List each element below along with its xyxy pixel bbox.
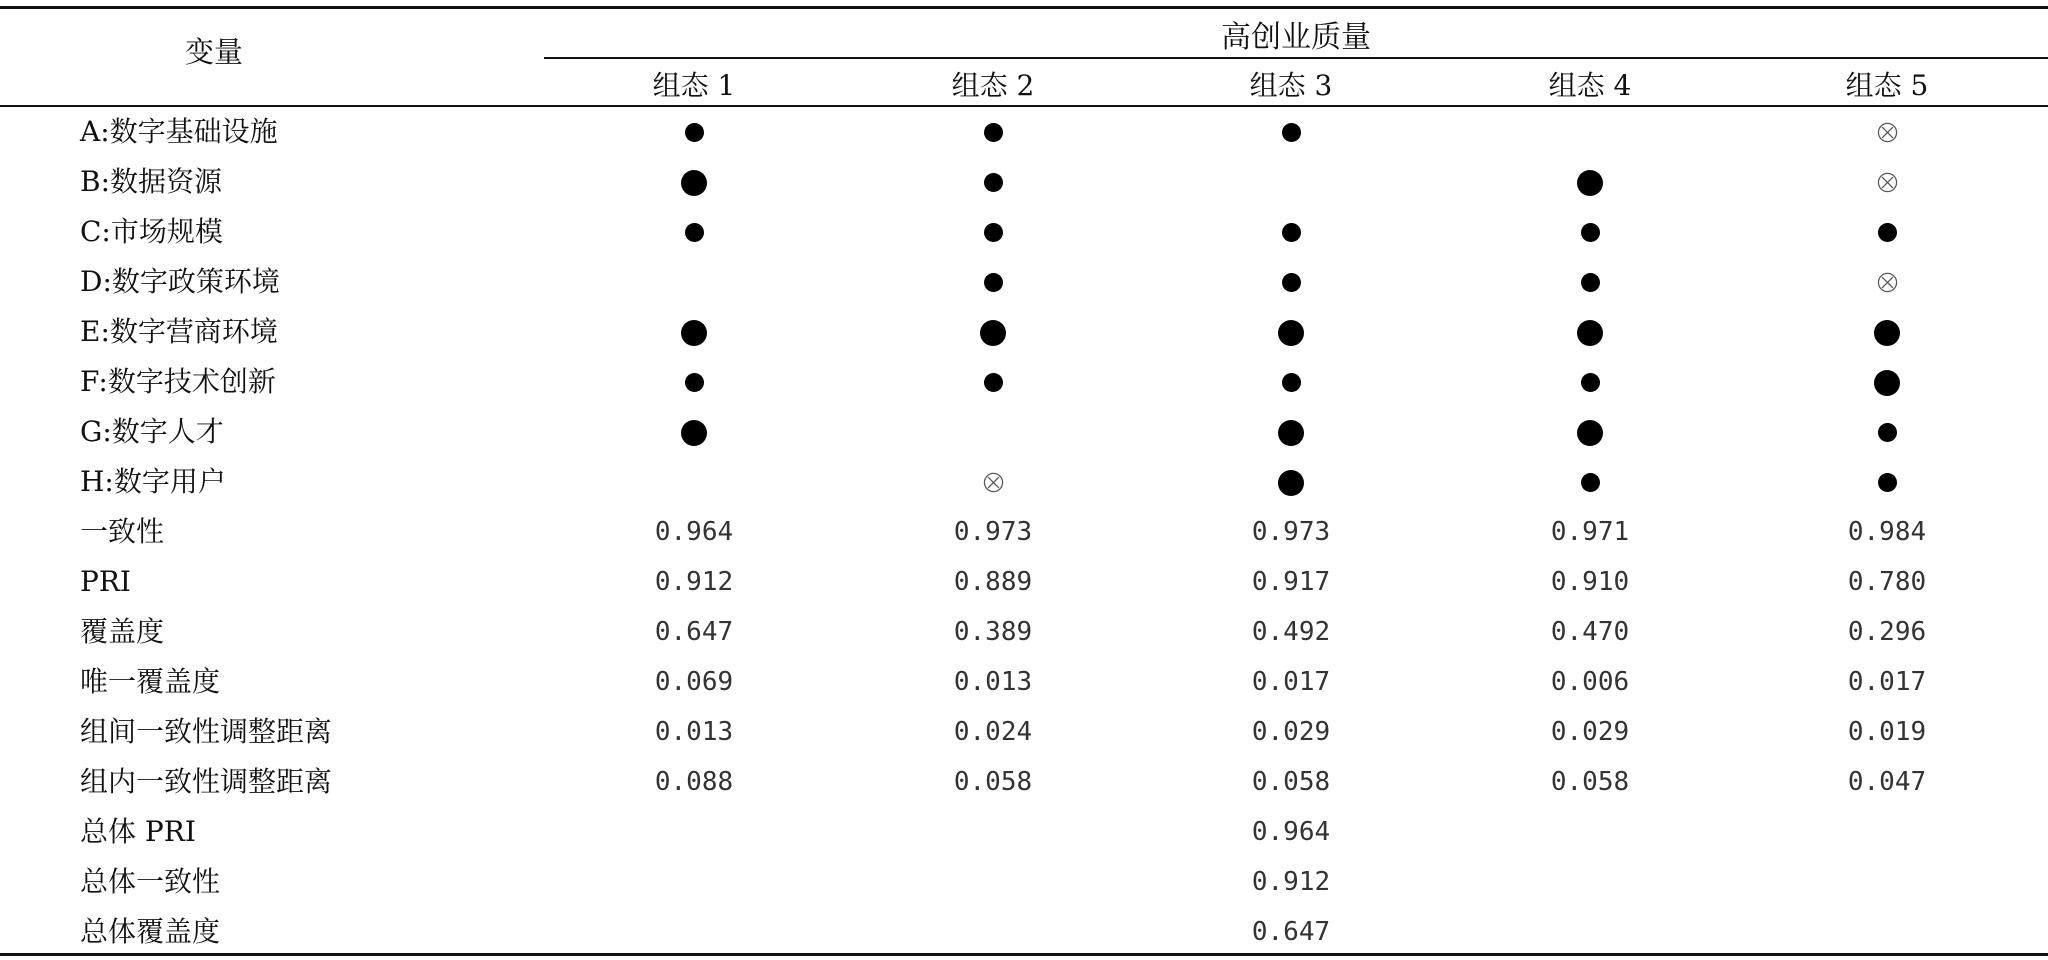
- core-present-icon: [1874, 370, 1900, 396]
- metric-value: 0.013: [953, 667, 1033, 697]
- condition-cell: [594, 308, 794, 356]
- metric-value: 0.780: [1847, 567, 1927, 597]
- core-present-icon: [1278, 470, 1304, 496]
- metric-value: 0.964: [654, 517, 734, 547]
- condition-cell: [1787, 408, 1987, 456]
- condition-cell: [1787, 108, 1987, 156]
- condition-label: A:数字基础设施: [80, 115, 278, 148]
- condition-cell: [1490, 458, 1690, 506]
- condition-cell: [594, 358, 794, 406]
- metric-value: 0.470: [1550, 617, 1630, 647]
- condition-cell: [1191, 108, 1391, 156]
- peripheral-present-icon: [984, 123, 1003, 142]
- absent-icon: [983, 472, 1004, 491]
- condition-cell: [1191, 258, 1391, 306]
- metric-value: 0.006: [1550, 667, 1630, 697]
- metric-value: 0.910: [1550, 567, 1630, 597]
- peripheral-present-icon: [1282, 373, 1301, 392]
- condition-cell: [1490, 358, 1690, 406]
- condition-label: D:数字政策环境: [80, 265, 280, 298]
- column-header: 组态 4: [1548, 69, 1632, 102]
- column-header: 组态 3: [1249, 69, 1333, 102]
- peripheral-present-icon: [1581, 223, 1600, 242]
- condition-cell: [893, 458, 1093, 506]
- condition-cell: [594, 208, 794, 256]
- peripheral-present-icon: [1282, 273, 1301, 292]
- peripheral-present-icon: [1282, 223, 1301, 242]
- condition-cell: [1787, 208, 1987, 256]
- overall-value: 0.912: [1251, 867, 1331, 897]
- condition-cell: [1490, 208, 1690, 256]
- condition-cell: [1191, 208, 1391, 256]
- peripheral-present-icon: [1878, 473, 1897, 492]
- peripheral-present-icon: [685, 223, 704, 242]
- column-header: 组态 1: [652, 69, 736, 102]
- condition-cell: [1787, 358, 1987, 406]
- metric-label: 覆盖度: [80, 615, 165, 648]
- condition-cell: [893, 158, 1093, 206]
- core-present-icon: [1577, 170, 1603, 196]
- overall-label: 总体 PRI: [80, 815, 196, 848]
- condition-cell: [1191, 408, 1391, 456]
- condition-label: E:数字营商环境: [80, 315, 278, 348]
- condition-cell: [1787, 258, 1987, 306]
- variable-header: 变量: [184, 35, 243, 69]
- metric-value: 0.973: [953, 517, 1033, 547]
- condition-cell: [1787, 458, 1987, 506]
- core-present-icon: [1577, 420, 1603, 446]
- absent-icon: [1877, 172, 1898, 191]
- condition-cell: [1490, 308, 1690, 356]
- condition-cell: [594, 108, 794, 156]
- condition-cell: [1191, 458, 1391, 506]
- metric-value: 0.917: [1251, 567, 1331, 597]
- metric-value: 0.019: [1847, 717, 1927, 747]
- metric-value: 0.492: [1251, 617, 1331, 647]
- peripheral-present-icon: [1878, 423, 1897, 442]
- condition-label: B:数据资源: [80, 165, 223, 198]
- metric-value: 0.984: [1847, 517, 1927, 547]
- condition-cell: [594, 408, 794, 456]
- metric-value: 0.029: [1251, 717, 1331, 747]
- metric-value: 0.024: [953, 717, 1033, 747]
- metric-value: 0.973: [1251, 517, 1331, 547]
- metric-value: 0.912: [654, 567, 734, 597]
- peripheral-present-icon: [984, 273, 1003, 292]
- condition-cell: [893, 308, 1093, 356]
- peripheral-present-icon: [685, 373, 704, 392]
- header-rule: [0, 105, 2048, 107]
- core-present-icon: [980, 320, 1006, 346]
- condition-cell: [1490, 158, 1690, 206]
- peripheral-present-icon: [984, 373, 1003, 392]
- metric-value: 0.971: [1550, 517, 1630, 547]
- group-underline: [544, 57, 2048, 59]
- condition-cell: [893, 208, 1093, 256]
- overall-value: 0.647: [1251, 917, 1331, 947]
- absent-icon: [1877, 122, 1898, 141]
- core-present-icon: [1278, 320, 1304, 346]
- core-present-icon: [681, 170, 707, 196]
- group-header: 高创业质量: [1221, 20, 1371, 55]
- metric-label: 一致性: [80, 515, 165, 548]
- metric-label: 唯一覆盖度: [80, 665, 221, 698]
- condition-cell: [1191, 358, 1391, 406]
- peripheral-present-icon: [1282, 123, 1301, 142]
- peripheral-present-icon: [1581, 373, 1600, 392]
- condition-cell: [1191, 308, 1391, 356]
- metric-value: 0.647: [654, 617, 734, 647]
- core-present-icon: [681, 420, 707, 446]
- condition-cell: [1787, 158, 1987, 206]
- bottom-rule: [0, 953, 2048, 956]
- absent-icon: [1877, 272, 1898, 291]
- metric-value: 0.058: [953, 767, 1033, 797]
- metric-value: 0.029: [1550, 717, 1630, 747]
- metric-value: 0.088: [654, 767, 734, 797]
- metric-value: 0.296: [1847, 617, 1927, 647]
- condition-cell: [893, 108, 1093, 156]
- peripheral-present-icon: [1581, 273, 1600, 292]
- peripheral-present-icon: [984, 223, 1003, 242]
- metric-value: 0.069: [654, 667, 734, 697]
- metric-value: 0.389: [953, 617, 1033, 647]
- core-present-icon: [1874, 320, 1900, 346]
- top-rule: [0, 6, 2048, 9]
- metric-label: 组内一致性调整距离: [80, 765, 333, 798]
- peripheral-present-icon: [1581, 473, 1600, 492]
- metric-value: 0.017: [1847, 667, 1927, 697]
- column-header: 组态 5: [1845, 69, 1929, 102]
- metric-value: 0.058: [1550, 767, 1630, 797]
- metric-value: 0.013: [654, 717, 734, 747]
- peripheral-present-icon: [1878, 223, 1897, 242]
- peripheral-present-icon: [685, 123, 704, 142]
- metric-value: 0.889: [953, 567, 1033, 597]
- column-header: 组态 2: [951, 69, 1035, 102]
- condition-label: H:数字用户: [80, 465, 226, 498]
- core-present-icon: [681, 320, 707, 346]
- condition-label: G:数字人才: [80, 415, 224, 448]
- peripheral-present-icon: [984, 173, 1003, 192]
- condition-cell: [1787, 308, 1987, 356]
- metric-label: PRI: [80, 565, 131, 598]
- condition-cell: [1490, 408, 1690, 456]
- condition-cell: [893, 358, 1093, 406]
- overall-value: 0.964: [1251, 817, 1331, 847]
- core-present-icon: [1577, 320, 1603, 346]
- metric-value: 0.047: [1847, 767, 1927, 797]
- metric-value: 0.017: [1251, 667, 1331, 697]
- overall-label: 总体覆盖度: [80, 915, 221, 948]
- condition-cell: [1490, 258, 1690, 306]
- metric-value: 0.058: [1251, 767, 1331, 797]
- condition-cell: [594, 158, 794, 206]
- condition-label: F:数字技术创新: [80, 365, 276, 398]
- metric-label: 组间一致性调整距离: [80, 715, 333, 748]
- overall-label: 总体一致性: [80, 865, 221, 898]
- condition-label: C:市场规模: [80, 215, 223, 248]
- condition-cell: [893, 258, 1093, 306]
- core-present-icon: [1278, 420, 1304, 446]
